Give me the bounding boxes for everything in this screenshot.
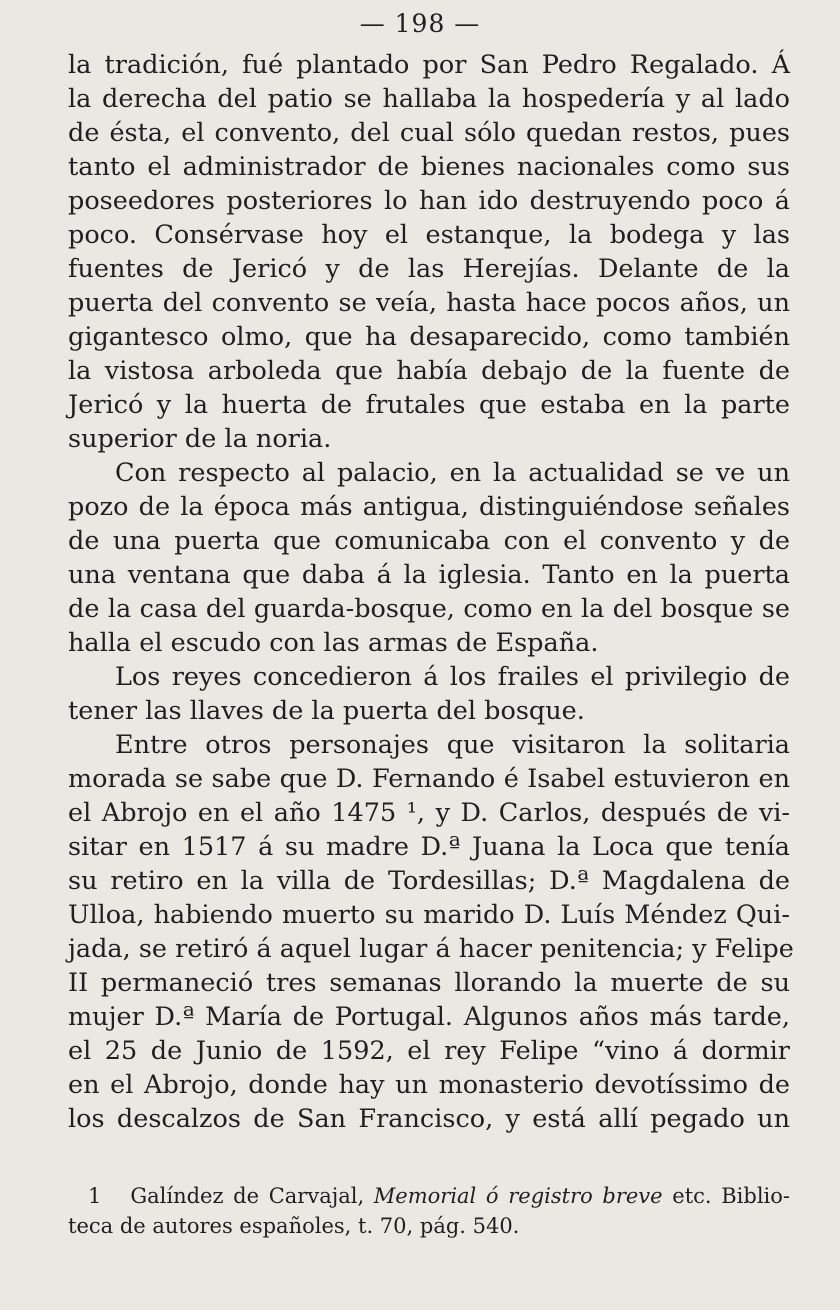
text-line: una ventana que daba á la iglesia. Tanto en la puerta xyxy=(68,560,790,590)
text-line: puerta del convento se veía, hasta hace pocos años, un xyxy=(68,288,790,318)
text-line: de una puerta que comunicaba con el convento y de xyxy=(68,526,790,556)
text-line: pozo de la época más antigua, distinguiéndose señales xyxy=(68,492,790,522)
footnote-marker: 1 xyxy=(88,1184,102,1208)
text-line: superior de la noria. xyxy=(68,424,332,454)
text-line: poco. Consérvase hoy el estanque, la bodega y las xyxy=(68,220,790,250)
text-line: la derecha del patio se hallaba la hospedería y al lado xyxy=(68,84,790,114)
text-line: de ésta, el convento, del cual sólo quedan restos, pues xyxy=(68,118,790,148)
text-line: en el Abrojo, donde hay un monasterio devotíssimo de xyxy=(68,1070,790,1100)
text-line: fuentes de Jericó y de las Herejías. Delante de la xyxy=(68,254,790,284)
text-line: su retiro en la villa de Tordesillas; D.ª Magdalena de xyxy=(68,866,790,896)
text-line: la tradición, fué plantado por San Pedro Regalado. Á xyxy=(68,50,790,80)
text-line: halla el escudo con las armas de España. xyxy=(68,628,599,658)
footnote-author: Galíndez de Carvajal, xyxy=(130,1184,365,1208)
text-line: la vistosa arboleda que había debajo de la fuente de xyxy=(68,356,790,386)
footnote-rest: etc. Biblio- xyxy=(672,1184,790,1208)
text-line: mujer D.ª María de Portugal. Algunos años más tarde, xyxy=(68,1002,790,1032)
text-line: II permaneció tres semanas llorando la muerte de su xyxy=(68,968,790,998)
text-line: morada se sabe que D. Fernando é Isabel estuvieron en xyxy=(68,764,790,794)
footnote-continuation: teca de autores españoles, t. 70, pág. 540. xyxy=(68,1214,520,1238)
text-line: sitar en 1517 á su madre D.ª Juana la Loca que tenía xyxy=(68,832,790,862)
text-line: poseedores posteriores lo han ido destruyendo poco á xyxy=(68,186,790,216)
text-line: el Abrojo en el año 1475 ¹, y D. Carlos, después de vi- xyxy=(68,798,790,828)
text-line: los descalzos de San Francisco, y está allí pegado un xyxy=(68,1104,790,1134)
text-line: Jericó y la huerta de frutales que estaba en la parte xyxy=(68,390,790,420)
text-line: tener las llaves de la puerta del bosque. xyxy=(68,696,585,726)
text-line: Entre otros personajes que visitaron la solitaria xyxy=(115,730,790,760)
footnote-title: Memorial ó registro breve xyxy=(373,1184,663,1208)
text-line: el 25 de Junio de 1592, el rey Felipe “vino á dormir xyxy=(68,1036,790,1066)
text-line: Los reyes concedieron á los frailes el privilegio de xyxy=(115,662,790,692)
text-line: jada, se retiró á aquel lugar á hacer penitencia; y Felipe xyxy=(68,934,794,964)
text-line: Ulloa, habiendo muerto su marido D. Luís Méndez Qui- xyxy=(68,900,790,930)
text-line: de la casa del guarda-bosque, como en la del bosque se xyxy=(68,594,790,624)
text-line: tanto el administrador de bienes nacionales como sus xyxy=(68,152,790,182)
page-number: — 198 — xyxy=(359,9,481,38)
footnote xyxy=(88,1181,790,1211)
text-line: gigantesco olmo, que ha desaparecido, como también xyxy=(68,322,790,352)
text-line: Con respecto al palacio, en la actualidad se ve un xyxy=(115,458,790,488)
